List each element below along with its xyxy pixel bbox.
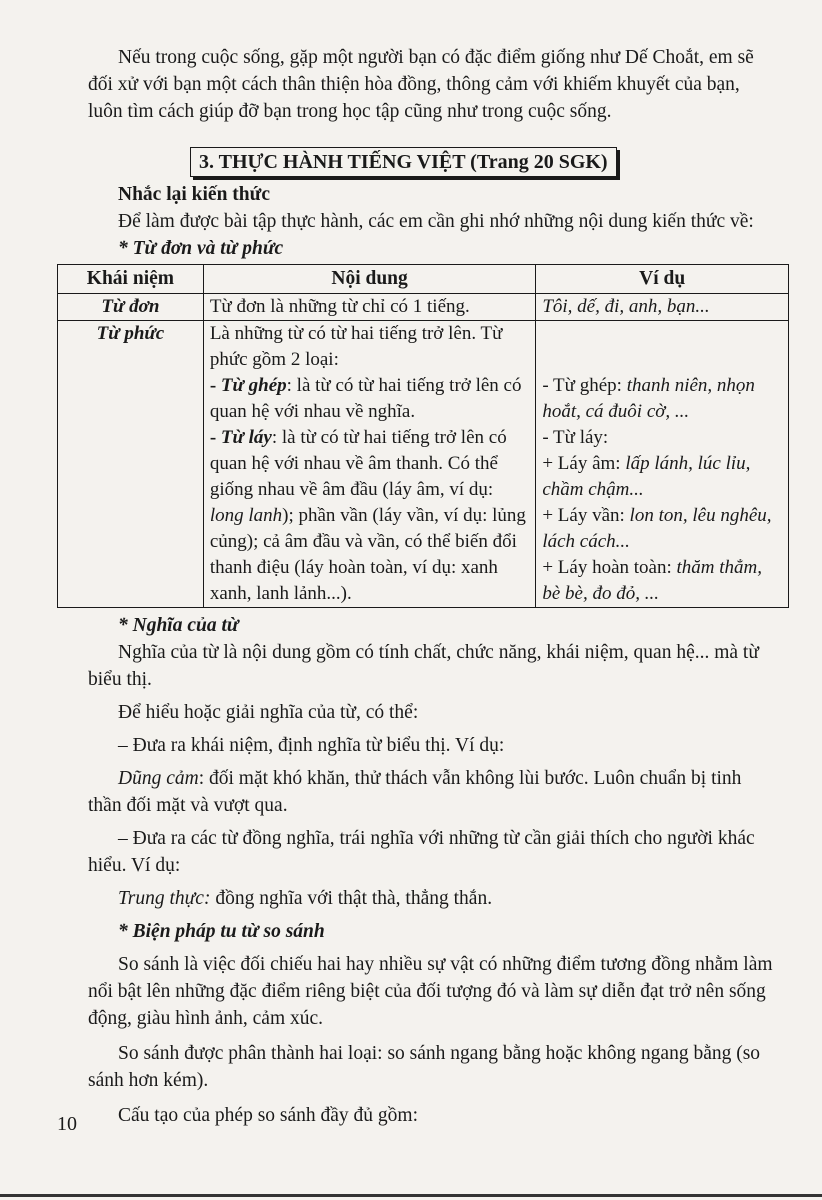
nghia-example-2: Trung thực: đồng nghĩa với thật thà, thẳng thắn. [118,888,493,909]
cell-content-tu-don: Từ đơn là những từ chỉ có 1 tiếng. [203,294,536,321]
cell-content-tu-phuc [203,321,536,608]
nghia-paragraph-3: – Đưa ra khái niệm, định nghĩa từ biểu thị. Ví dụ: [118,735,505,756]
spacer [542,321,782,373]
page-number: 10 [57,1113,77,1135]
intro-paragraph: Nếu trong cuộc sống, gặp một người bạn có đặc điểm giống như Dế Choắt, em sẽ đối xử với bạn một cách thân thiện hòa đồng, thông cảm với khiếm khuyết của bạn, luôn tìm cách giúp đỡ bạn trong học tập cũng như trong cuộc sống. [88,47,754,122]
recall-intro: Để làm được bài tập thực hành, các em cần ghi nhớ những nội dung kiến thức về: [118,211,754,232]
so-sanh-paragraph-3: Cấu tạo của phép so sánh đầy đủ gồm: [118,1105,419,1126]
tu-ghep-definition: - Từ ghép: là từ có từ hai tiếng trở lên có quan hệ với nhau về nghĩa. [209,375,522,422]
nghia-paragraph-2: Để hiểu hoặc giải nghĩa của từ, có thể: [118,702,419,723]
cell-concept-tu-don: Từ đơn [58,294,204,321]
tu-phuc-intro: Là những từ có từ hai tiếng trở lên. Từ phức gồm 2 loại: [209,323,503,370]
example-lay-van: + Láy vần: lon ton, lêu nghêu, lách cách... [542,505,772,552]
nghia-paragraph-1: Nghĩa của từ là nội dung gồm có tính chất, chức năng, khái niệm, quan hệ... mà từ biểu thị. [88,642,759,690]
table-header-row [58,265,789,294]
page-bottom-edge [0,1194,822,1197]
nghia-paragraph-4: – Đưa ra các từ đồng nghĩa, trái nghĩa với những từ cần giải thích cho người khác hiểu. Ví dụ: [88,828,755,876]
sub-heading-nghia-cua-tu: * Nghĩa của từ [118,615,239,636]
page-content [88,44,778,1129]
nghia-example-1: Dũng cảm: đối mặt khó khăn, thử thách vẫn không lùi bước. Luôn chuẩn bị tinh thần đối mặt và vượt qua. [88,768,742,816]
section-title: 3. THỰC HÀNH TIẾNG VIỆT (Trang 20 SGK) [190,147,617,177]
tu-lay-definition: - Từ láy: là từ có từ hai tiếng trở lên có quan hệ với nhau về âm thanh. Có thể giống nhau về âm đầu (láy âm, ví dụ: long lanh); phần vần (láy vần, ví dụ: lủng củng); cả âm đầu và vần, có thể biến đổi thanh điệu (láy hoàn toàn, ví dụ: xanh xanh, lanh lảnh...). [209,427,526,604]
recall-heading: Nhắc lại kiến thức [118,184,271,205]
example-tu-ghep: - Từ ghép: thanh niên, nhọn hoắt, cá đuôi cờ, ... [542,375,755,422]
sub-heading-tu-don-tu-phuc: * Từ đơn và từ phức [118,238,284,259]
sub-heading-so-sanh: * Biện pháp tu từ so sánh [118,921,325,942]
so-sanh-paragraph-1: So sánh là việc đối chiếu hai hay nhiều sự vật có những điểm tương đồng nhằm làm nổi bật lên những đặc điểm riêng biệt của đối tượng đó và làm sự diễn đạt trở nên sống động, giàu hình ảnh, cảm xúc. [88,954,773,1029]
table-row [58,321,789,608]
header-concept: Khái niệm [58,265,204,294]
cell-concept-tu-phuc: Từ phức [58,321,204,608]
example-lay-am: + Láy âm: lấp lánh, lúc lỉu, chầm chậm... [542,453,751,500]
example-tu-lay-label: - Từ láy: [542,427,609,448]
so-sanh-paragraph-2: So sánh được phân thành hai loại: so sánh ngang bằng hoặc không ngang bằng (so sánh hơn kém). [88,1043,761,1091]
header-content: Nội dung [203,265,536,294]
knowledge-table [57,264,789,608]
cell-example-tu-phuc [536,321,789,608]
cell-example-tu-don: Tôi, dế, đi, anh, bạn... [536,294,789,321]
example-lay-hoan-toan: + Láy hoàn toàn: thăm thẳm, bè bè, đo đỏ, ... [542,557,763,604]
table-row [58,294,789,321]
header-example: Ví dụ [536,265,789,294]
